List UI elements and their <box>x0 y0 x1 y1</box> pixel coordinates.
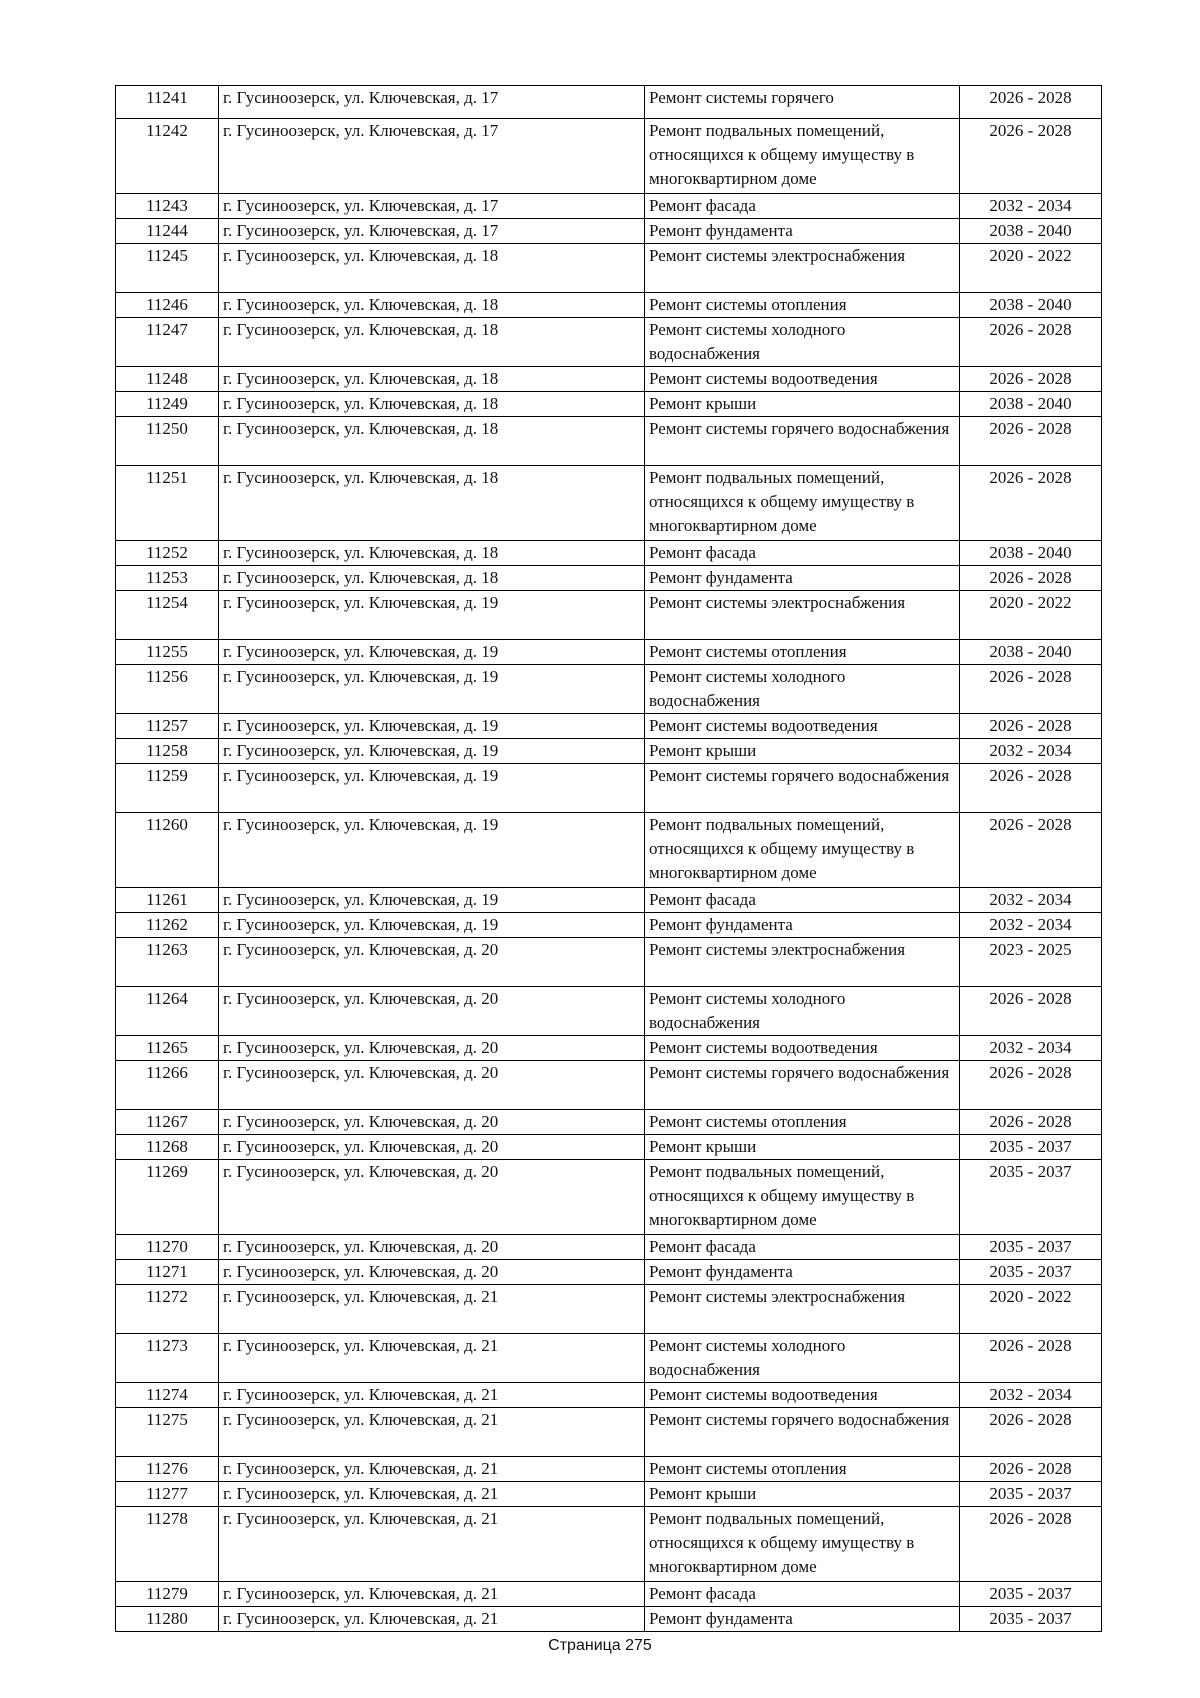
period-cell: 2026 - 2028 <box>960 466 1102 541</box>
work-type-cell: Ремонт подвальных помещений, относящихся к общему имуществу в многоквартирном доме <box>645 1160 960 1235</box>
work-type-cell: Ремонт системы холодного водоснабжения <box>645 987 960 1036</box>
row-id-cell: 11266 <box>116 1061 219 1110</box>
period-cell: 2035 - 2037 <box>960 1260 1102 1285</box>
period-cell: 2020 - 2022 <box>960 1285 1102 1334</box>
address-cell: г. Гусиноозерск, ул. Ключевская, д. 20 <box>219 1061 645 1110</box>
address-cell: г. Гусиноозерск, ул. Ключевская, д. 21 <box>219 1457 645 1482</box>
table-row <box>116 1457 1102 1482</box>
work-type-cell: Ремонт системы водоотведения <box>645 1036 960 1061</box>
address-cell: г. Гусиноозерск, ул. Ключевская, д. 19 <box>219 813 645 888</box>
work-type-cell: Ремонт фасада <box>645 194 960 219</box>
address-cell: г. Гусиноозерск, ул. Ключевская, д. 20 <box>219 1036 645 1061</box>
row-id-cell: 11267 <box>116 1110 219 1135</box>
work-type-cell: Ремонт подвальных помещений, относящихся к общему имуществу в многоквартирном доме <box>645 813 960 888</box>
address-cell: г. Гусиноозерск, ул. Ключевская, д. 18 <box>219 466 645 541</box>
period-cell: 2032 - 2034 <box>960 913 1102 938</box>
table-row <box>116 1408 1102 1457</box>
work-type-cell: Ремонт фундамента <box>645 1260 960 1285</box>
address-cell: г. Гусиноозерск, ул. Ключевская, д. 19 <box>219 665 645 714</box>
period-cell: 2026 - 2028 <box>960 1110 1102 1135</box>
row-id-cell: 11261 <box>116 888 219 913</box>
table-row <box>116 541 1102 566</box>
period-cell: 2035 - 2037 <box>960 1607 1102 1632</box>
row-id-cell: 11260 <box>116 813 219 888</box>
address-cell: г. Гусиноозерск, ул. Ключевская, д. 20 <box>219 1235 645 1260</box>
work-type-cell: Ремонт фундамента <box>645 1607 960 1632</box>
work-type-cell: Ремонт крыши <box>645 1135 960 1160</box>
row-id-cell: 11257 <box>116 714 219 739</box>
period-cell: 2032 - 2034 <box>960 1383 1102 1408</box>
period-cell: 2026 - 2028 <box>960 764 1102 813</box>
address-cell: г. Гусиноозерск, ул. Ключевская, д. 19 <box>219 591 645 640</box>
work-type-cell: Ремонт фундамента <box>645 566 960 591</box>
address-cell: г. Гусиноозерск, ул. Ключевская, д. 20 <box>219 1110 645 1135</box>
period-cell: 2032 - 2034 <box>960 1036 1102 1061</box>
address-cell: г. Гусиноозерск, ул. Ключевская, д. 21 <box>219 1408 645 1457</box>
period-cell: 2026 - 2028 <box>960 86 1102 119</box>
row-id-cell: 11253 <box>116 566 219 591</box>
address-cell: г. Гусиноозерск, ул. Ключевская, д. 21 <box>219 1482 645 1507</box>
row-id-cell: 11244 <box>116 219 219 244</box>
period-cell: 2035 - 2037 <box>960 1135 1102 1160</box>
table-row <box>116 591 1102 640</box>
table-row <box>116 1482 1102 1507</box>
row-id-cell: 11263 <box>116 938 219 987</box>
period-cell: 2035 - 2037 <box>960 1160 1102 1235</box>
row-id-cell: 11279 <box>116 1582 219 1607</box>
address-cell: г. Гусиноозерск, ул. Ключевская, д. 19 <box>219 640 645 665</box>
work-type-cell: Ремонт системы электроснабжения <box>645 591 960 640</box>
table-row <box>116 119 1102 194</box>
table-row <box>116 244 1102 293</box>
work-type-cell: Ремонт крыши <box>645 739 960 764</box>
table-row <box>116 665 1102 714</box>
period-cell: 2026 - 2028 <box>960 1061 1102 1110</box>
period-cell: 2032 - 2034 <box>960 888 1102 913</box>
period-cell: 2026 - 2028 <box>960 367 1102 392</box>
work-type-cell: Ремонт системы холодного водоснабжения <box>645 1334 960 1383</box>
row-id-cell: 11255 <box>116 640 219 665</box>
period-cell: 2035 - 2037 <box>960 1582 1102 1607</box>
work-type-cell: Ремонт системы отопления <box>645 1110 960 1135</box>
work-type-cell: Ремонт фасада <box>645 1235 960 1260</box>
work-type-cell: Ремонт системы горячего водоснабжения <box>645 417 960 466</box>
work-type-cell: Ремонт фундамента <box>645 913 960 938</box>
work-type-cell: Ремонт крыши <box>645 1482 960 1507</box>
address-cell: г. Гусиноозерск, ул. Ключевская, д. 19 <box>219 764 645 813</box>
table-row <box>116 566 1102 591</box>
table-row <box>116 1036 1102 1061</box>
work-type-cell: Ремонт фасада <box>645 1582 960 1607</box>
row-id-cell: 11258 <box>116 739 219 764</box>
row-id-cell: 11271 <box>116 1260 219 1285</box>
work-type-cell: Ремонт системы водоотведения <box>645 714 960 739</box>
work-type-cell: Ремонт системы электроснабжения <box>645 244 960 293</box>
address-cell: г. Гусиноозерск, ул. Ключевская, д. 20 <box>219 938 645 987</box>
period-cell: 2026 - 2028 <box>960 417 1102 466</box>
address-cell: г. Гусиноозерск, ул. Ключевская, д. 20 <box>219 1160 645 1235</box>
row-id-cell: 11249 <box>116 392 219 417</box>
address-cell: г. Гусиноозерск, ул. Ключевская, д. 18 <box>219 318 645 367</box>
work-type-cell: Ремонт подвальных помещений, относящихся к общему имуществу в многоквартирном доме <box>645 119 960 194</box>
table-row <box>116 1235 1102 1260</box>
period-cell: 2026 - 2028 <box>960 1507 1102 1582</box>
address-cell: г. Гусиноозерск, ул. Ключевская, д. 21 <box>219 1383 645 1408</box>
row-id-cell: 11250 <box>116 417 219 466</box>
table-row <box>116 1110 1102 1135</box>
address-cell: г. Гусиноозерск, ул. Ключевская, д. 18 <box>219 244 645 293</box>
row-id-cell: 11276 <box>116 1457 219 1482</box>
work-type-cell: Ремонт системы отопления <box>645 293 960 318</box>
work-type-cell: Ремонт системы электроснабжения <box>645 938 960 987</box>
table-row <box>116 318 1102 367</box>
row-id-cell: 11275 <box>116 1408 219 1457</box>
table-row <box>116 739 1102 764</box>
work-type-cell: Ремонт системы горячего водоснабжения <box>645 1408 960 1457</box>
work-type-cell: Ремонт системы горячего <box>645 86 960 119</box>
row-id-cell: 11278 <box>116 1507 219 1582</box>
row-id-cell: 11248 <box>116 367 219 392</box>
address-cell: г. Гусиноозерск, ул. Ключевская, д. 21 <box>219 1607 645 1632</box>
period-cell: 2020 - 2022 <box>960 591 1102 640</box>
work-type-cell: Ремонт крыши <box>645 392 960 417</box>
period-cell: 2038 - 2040 <box>960 541 1102 566</box>
table-row <box>116 1507 1102 1582</box>
address-cell: г. Гусиноозерск, ул. Ключевская, д. 20 <box>219 987 645 1036</box>
period-cell: 2026 - 2028 <box>960 813 1102 888</box>
row-id-cell: 11268 <box>116 1135 219 1160</box>
row-id-cell: 11280 <box>116 1607 219 1632</box>
row-id-cell: 11247 <box>116 318 219 367</box>
row-id-cell: 11264 <box>116 987 219 1036</box>
table-row <box>116 1135 1102 1160</box>
work-type-cell: Ремонт подвальных помещений, относящихся к общему имуществу в многоквартирном доме <box>645 466 960 541</box>
table-row <box>116 813 1102 888</box>
table-row <box>116 1383 1102 1408</box>
period-cell: 2026 - 2028 <box>960 714 1102 739</box>
period-cell: 2038 - 2040 <box>960 392 1102 417</box>
table-row <box>116 293 1102 318</box>
address-cell: г. Гусиноозерск, ул. Ключевская, д. 20 <box>219 1260 645 1285</box>
work-type-cell: Ремонт системы отопления <box>645 640 960 665</box>
row-id-cell: 11241 <box>116 86 219 119</box>
address-cell: г. Гусиноозерск, ул. Ключевская, д. 21 <box>219 1334 645 1383</box>
row-id-cell: 11265 <box>116 1036 219 1061</box>
period-cell: 2026 - 2028 <box>960 119 1102 194</box>
work-type-cell: Ремонт системы горячего водоснабжения <box>645 1061 960 1110</box>
address-cell: г. Гусиноозерск, ул. Ключевская, д. 18 <box>219 566 645 591</box>
page-number: Страница 275 <box>548 1637 652 1654</box>
period-cell: 2035 - 2037 <box>960 1235 1102 1260</box>
address-cell: г. Гусиноозерск, ул. Ключевская, д. 18 <box>219 293 645 318</box>
table-row <box>116 219 1102 244</box>
address-cell: г. Гусиноозерск, ул. Ключевская, д. 18 <box>219 541 645 566</box>
table-row <box>116 417 1102 466</box>
address-cell: г. Гусиноозерск, ул. Ключевская, д. 21 <box>219 1285 645 1334</box>
period-cell: 2026 - 2028 <box>960 665 1102 714</box>
period-cell: 2026 - 2028 <box>960 1408 1102 1457</box>
address-cell: г. Гусиноозерск, ул. Ключевская, д. 18 <box>219 367 645 392</box>
work-type-cell: Ремонт системы холодного водоснабжения <box>645 665 960 714</box>
address-cell: г. Гусиноозерск, ул. Ключевская, д. 19 <box>219 888 645 913</box>
table-row <box>116 1607 1102 1632</box>
work-type-cell: Ремонт системы электроснабжения <box>645 1285 960 1334</box>
period-cell: 2032 - 2034 <box>960 739 1102 764</box>
period-cell: 2038 - 2040 <box>960 219 1102 244</box>
table-row <box>116 987 1102 1036</box>
row-id-cell: 11274 <box>116 1383 219 1408</box>
table-row <box>116 367 1102 392</box>
period-cell: 2032 - 2034 <box>960 194 1102 219</box>
row-id-cell: 11259 <box>116 764 219 813</box>
row-id-cell: 11243 <box>116 194 219 219</box>
table-row <box>116 938 1102 987</box>
work-type-cell: Ремонт фасада <box>645 541 960 566</box>
table-row <box>116 1160 1102 1235</box>
row-id-cell: 11252 <box>116 541 219 566</box>
work-type-cell: Ремонт фундамента <box>645 219 960 244</box>
table-row <box>116 392 1102 417</box>
address-cell: г. Гусиноозерск, ул. Ключевская, д. 19 <box>219 739 645 764</box>
address-cell: г. Гусиноозерск, ул. Ключевская, д. 17 <box>219 194 645 219</box>
address-cell: г. Гусиноозерск, ул. Ключевская, д. 18 <box>219 392 645 417</box>
table-row <box>116 640 1102 665</box>
table-row <box>116 1582 1102 1607</box>
row-id-cell: 11262 <box>116 913 219 938</box>
repair-schedule-table <box>115 85 1102 1632</box>
row-id-cell: 11246 <box>116 293 219 318</box>
work-type-cell: Ремонт системы водоотведения <box>645 1383 960 1408</box>
table-row <box>116 86 1102 119</box>
table-row <box>116 714 1102 739</box>
row-id-cell: 11256 <box>116 665 219 714</box>
table-row <box>116 194 1102 219</box>
row-id-cell: 11270 <box>116 1235 219 1260</box>
period-cell: 2038 - 2040 <box>960 640 1102 665</box>
period-cell: 2035 - 2037 <box>960 1482 1102 1507</box>
table-row <box>116 888 1102 913</box>
work-type-cell: Ремонт системы горячего водоснабжения <box>645 764 960 813</box>
period-cell: 2023 - 2025 <box>960 938 1102 987</box>
address-cell: г. Гусиноозерск, ул. Ключевская, д. 18 <box>219 417 645 466</box>
period-cell: 2026 - 2028 <box>960 318 1102 367</box>
table-row <box>116 764 1102 813</box>
table-row <box>116 913 1102 938</box>
work-type-cell: Ремонт подвальных помещений, относящихся к общему имуществу в многоквартирном доме <box>645 1507 960 1582</box>
period-cell: 2020 - 2022 <box>960 244 1102 293</box>
row-id-cell: 11251 <box>116 466 219 541</box>
work-type-cell: Ремонт системы водоотведения <box>645 367 960 392</box>
work-type-cell: Ремонт системы отопления <box>645 1457 960 1482</box>
row-id-cell: 11272 <box>116 1285 219 1334</box>
address-cell: г. Гусиноозерск, ул. Ключевская, д. 21 <box>219 1582 645 1607</box>
period-cell: 2026 - 2028 <box>960 987 1102 1036</box>
address-cell: г. Гусиноозерск, ул. Ключевская, д. 17 <box>219 219 645 244</box>
work-type-cell: Ремонт фасада <box>645 888 960 913</box>
table-row <box>116 1260 1102 1285</box>
row-id-cell: 11277 <box>116 1482 219 1507</box>
period-cell: 2026 - 2028 <box>960 566 1102 591</box>
row-id-cell: 11242 <box>116 119 219 194</box>
address-cell: г. Гусиноозерск, ул. Ключевская, д. 19 <box>219 714 645 739</box>
address-cell: г. Гусиноозерск, ул. Ключевская, д. 17 <box>219 119 645 194</box>
address-cell: г. Гусиноозерск, ул. Ключевская, д. 20 <box>219 1135 645 1160</box>
table-body <box>116 86 1102 1632</box>
work-type-cell: Ремонт системы холодного водоснабжения <box>645 318 960 367</box>
row-id-cell: 11273 <box>116 1334 219 1383</box>
period-cell: 2038 - 2040 <box>960 293 1102 318</box>
table-row <box>116 1334 1102 1383</box>
table-row <box>116 1061 1102 1110</box>
table-row <box>116 1285 1102 1334</box>
table-row <box>116 466 1102 541</box>
row-id-cell: 11269 <box>116 1160 219 1235</box>
address-cell: г. Гусиноозерск, ул. Ключевская, д. 17 <box>219 86 645 119</box>
period-cell: 2026 - 2028 <box>960 1457 1102 1482</box>
address-cell: г. Гусиноозерск, ул. Ключевская, д. 21 <box>219 1507 645 1582</box>
address-cell: г. Гусиноозерск, ул. Ключевская, д. 19 <box>219 913 645 938</box>
row-id-cell: 11245 <box>116 244 219 293</box>
row-id-cell: 11254 <box>116 591 219 640</box>
period-cell: 2026 - 2028 <box>960 1334 1102 1383</box>
